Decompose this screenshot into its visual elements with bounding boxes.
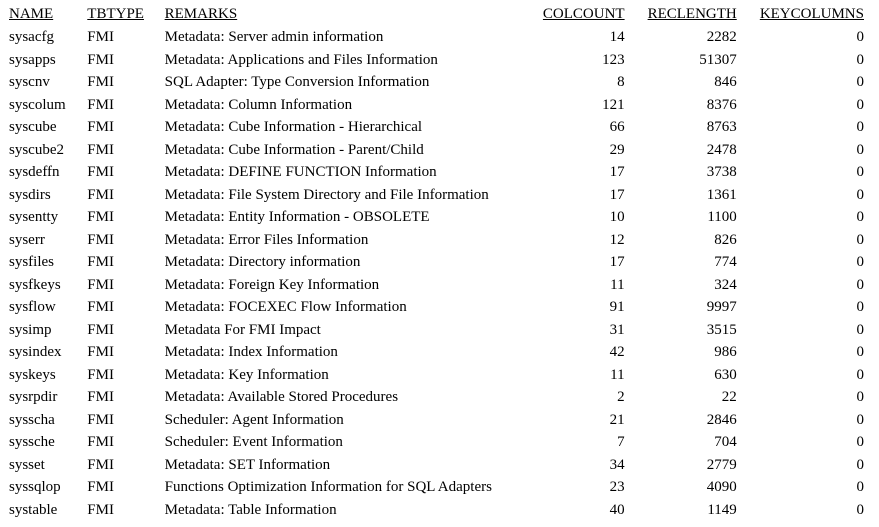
cell-tbtype: FMI (87, 74, 114, 90)
cell-tbtype: FMI (87, 501, 114, 518)
cell-colcount: 7 (617, 434, 625, 450)
cell-tbtype: FMI (87, 51, 114, 68)
cell-colcount: 34 (609, 456, 625, 473)
table-row (0, 251, 879, 274)
column-header-remarks[interactable]: REMARKS (164, 6, 238, 22)
cell-name: syscolum (9, 96, 66, 113)
cell-keycolumns: 0 (856, 276, 864, 293)
cell-keycolumns: 0 (856, 299, 864, 315)
column-header-colcount[interactable]: COLCOUNT (542, 6, 625, 22)
cell-name: sysimp (9, 321, 52, 338)
cell-reclength: 2779 (706, 456, 737, 473)
cell-reclength: 22 (721, 389, 737, 405)
cell-tbtype: FMI (87, 96, 114, 113)
cell-reclength: 9997 (706, 299, 737, 315)
cell-name: syskeys (9, 366, 56, 383)
cell-tbtype: FMI (87, 254, 114, 270)
cell-name: syssche (9, 434, 55, 450)
cell-colcount: 123 (602, 51, 625, 68)
cell-reclength: 324 (714, 276, 737, 293)
cell-name: syssqlop (9, 479, 61, 495)
table-row (0, 274, 879, 297)
table-row (0, 161, 879, 184)
table-row (0, 206, 879, 229)
cell-remarks: Metadata: Table Information (164, 501, 337, 518)
cell-remarks: Functions Optimization Information for SQL Adapters (164, 479, 492, 495)
cell-remarks: Metadata: FOCEXEC Flow Information (164, 299, 407, 315)
cell-colcount: 11 (610, 276, 625, 293)
cell-remarks: Metadata: DEFINE FUNCTION Information (164, 164, 437, 180)
cell-reclength: 846 (714, 74, 737, 90)
cell-reclength: 630 (714, 366, 737, 383)
cell-tbtype: FMI (87, 411, 114, 428)
cell-colcount: 91 (609, 299, 625, 315)
cell-keycolumns: 0 (856, 389, 864, 405)
cell-tbtype: FMI (87, 186, 114, 203)
cell-tbtype: FMI (87, 479, 114, 495)
cell-name: sysdeffn (9, 164, 60, 180)
cell-reclength: 986 (714, 344, 737, 360)
cell-remarks: Metadata For FMI Impact (164, 321, 321, 338)
cell-tbtype: FMI (87, 276, 114, 293)
cell-keycolumns: 0 (856, 186, 864, 203)
cell-colcount: 29 (609, 141, 625, 158)
cell-keycolumns: 0 (856, 119, 864, 135)
cell-tbtype: FMI (87, 456, 114, 473)
header-row (0, 0, 879, 26)
cell-colcount: 11 (610, 366, 625, 383)
cell-keycolumns: 0 (856, 231, 864, 248)
cell-keycolumns: 0 (856, 209, 864, 225)
column-header-reclength[interactable]: RECLENGTH (647, 6, 737, 22)
cell-tbtype: FMI (87, 209, 114, 225)
table-row (0, 139, 879, 162)
table-row (0, 71, 879, 94)
cell-tbtype: FMI (87, 164, 114, 180)
cell-remarks: Metadata: Foreign Key Information (164, 276, 380, 293)
cell-remarks: Metadata: Error Files Information (164, 231, 369, 248)
cell-colcount: 17 (609, 164, 625, 180)
cell-keycolumns: 0 (856, 321, 864, 338)
cell-remarks: Metadata: Cube Information - Parent/Child (164, 141, 424, 158)
cell-reclength: 2282 (706, 29, 737, 45)
cell-reclength: 3738 (706, 164, 737, 180)
table-row (0, 499, 879, 522)
cell-name: sysacfg (9, 29, 54, 45)
cell-keycolumns: 0 (856, 29, 864, 45)
table-row (0, 184, 879, 207)
cell-reclength: 1149 (707, 501, 737, 518)
table-row (0, 94, 879, 117)
cell-name: syscube (9, 119, 57, 135)
cell-colcount: 10 (609, 209, 625, 225)
cell-reclength: 826 (714, 231, 737, 248)
cell-colcount: 42 (609, 344, 625, 360)
cell-colcount: 2 (617, 389, 625, 405)
cell-tbtype: FMI (87, 29, 114, 45)
column-header-name[interactable]: NAME (9, 6, 54, 22)
cell-name: sysfkeys (9, 276, 61, 293)
cell-reclength: 1100 (707, 209, 737, 225)
cell-tbtype: FMI (87, 119, 114, 135)
cell-name: sysscha (9, 411, 55, 428)
table-row (0, 431, 879, 454)
cell-keycolumns: 0 (856, 254, 864, 270)
cell-remarks: Metadata: Directory information (164, 254, 361, 270)
column-header-keycolumns[interactable]: KEYCOLUMNS (759, 6, 864, 22)
cell-remarks: Scheduler: Agent Information (164, 411, 344, 428)
table-row (0, 116, 879, 139)
cell-name: syscnv (9, 74, 50, 90)
cell-colcount: 121 (602, 96, 625, 113)
table-row (0, 341, 879, 364)
cell-name: sysentty (9, 209, 59, 225)
table-row (0, 296, 879, 319)
cell-remarks: Metadata: Index Information (164, 344, 338, 360)
cell-tbtype: FMI (87, 344, 114, 360)
cell-tbtype: FMI (87, 141, 114, 158)
cell-tbtype: FMI (87, 389, 114, 405)
cell-name: sysset (9, 456, 45, 473)
cell-name: syserr (9, 231, 45, 248)
cell-keycolumns: 0 (856, 164, 864, 180)
cell-keycolumns: 0 (856, 479, 864, 495)
cell-reclength: 8763 (706, 119, 737, 135)
cell-remarks: Metadata: File System Directory and File Information (164, 186, 489, 203)
cell-name: sysindex (9, 344, 62, 360)
cell-colcount: 31 (609, 321, 625, 338)
cell-remarks: Metadata: Column Information (164, 96, 353, 113)
cell-reclength: 3515 (706, 321, 737, 338)
cell-name: systable (9, 501, 58, 518)
cell-reclength: 774 (714, 254, 737, 270)
cell-remarks: Metadata: Cube Information - Hierarchical (164, 119, 423, 135)
report-body (0, 26, 879, 521)
table-row (0, 386, 879, 409)
cell-reclength: 8376 (706, 96, 737, 113)
cell-colcount: 12 (609, 231, 625, 248)
cell-reclength: 4090 (706, 479, 737, 495)
cell-remarks: Metadata: Server admin information (164, 29, 384, 45)
cell-keycolumns: 0 (856, 366, 864, 383)
cell-keycolumns: 0 (856, 456, 864, 473)
cell-name: syscube2 (9, 141, 64, 158)
cell-name: sysflow (9, 299, 56, 315)
cell-name: sysfiles (9, 254, 54, 270)
cell-remarks: Metadata: Key Information (164, 366, 329, 383)
cell-keycolumns: 0 (856, 434, 864, 450)
cell-tbtype: FMI (87, 299, 114, 315)
cell-tbtype: FMI (87, 321, 114, 338)
table-row (0, 454, 879, 477)
cell-remarks: Scheduler: Event Information (164, 434, 343, 450)
cell-reclength: 704 (714, 434, 737, 450)
table-row (0, 49, 879, 72)
cell-name: sysrpdir (9, 389, 58, 405)
cell-keycolumns: 0 (856, 141, 864, 158)
table-row (0, 409, 879, 432)
cell-tbtype: FMI (87, 434, 114, 450)
cell-colcount: 17 (609, 254, 625, 270)
cell-reclength: 2478 (706, 141, 737, 158)
table-row (0, 319, 879, 342)
cell-keycolumns: 0 (856, 96, 864, 113)
cell-keycolumns: 0 (856, 344, 864, 360)
cell-reclength: 2846 (706, 411, 737, 428)
cell-colcount: 21 (609, 411, 625, 428)
cell-tbtype: FMI (87, 231, 114, 248)
cell-reclength: 51307 (699, 51, 737, 68)
cell-keycolumns: 0 (856, 51, 864, 68)
cell-reclength: 1361 (706, 186, 737, 203)
cell-remarks: Metadata: Entity Information - OBSOLETE (164, 209, 430, 225)
cell-colcount: 14 (609, 29, 625, 45)
cell-colcount: 66 (609, 119, 625, 135)
cell-keycolumns: 0 (856, 411, 864, 428)
table-row (0, 26, 879, 49)
table-row (0, 229, 879, 252)
cell-remarks: Metadata: SET Information (164, 456, 331, 473)
table-row (0, 476, 879, 499)
cell-colcount: 40 (609, 501, 625, 518)
cell-colcount: 8 (617, 74, 625, 90)
cell-colcount: 23 (609, 479, 625, 495)
cell-remarks: Metadata: Applications and Files Information (164, 51, 438, 68)
cell-remarks: SQL Adapter: Type Conversion Information (164, 74, 430, 90)
cell-tbtype: FMI (87, 366, 114, 383)
cell-colcount: 17 (609, 186, 625, 203)
table-row (0, 364, 879, 387)
cell-keycolumns: 0 (856, 501, 864, 518)
cell-remarks: Metadata: Available Stored Procedures (164, 389, 399, 405)
cell-name: sysapps (9, 51, 56, 68)
column-header-tbtype[interactable]: TBTYPE (87, 6, 144, 22)
cell-name: sysdirs (9, 186, 51, 203)
cell-keycolumns: 0 (856, 74, 864, 90)
